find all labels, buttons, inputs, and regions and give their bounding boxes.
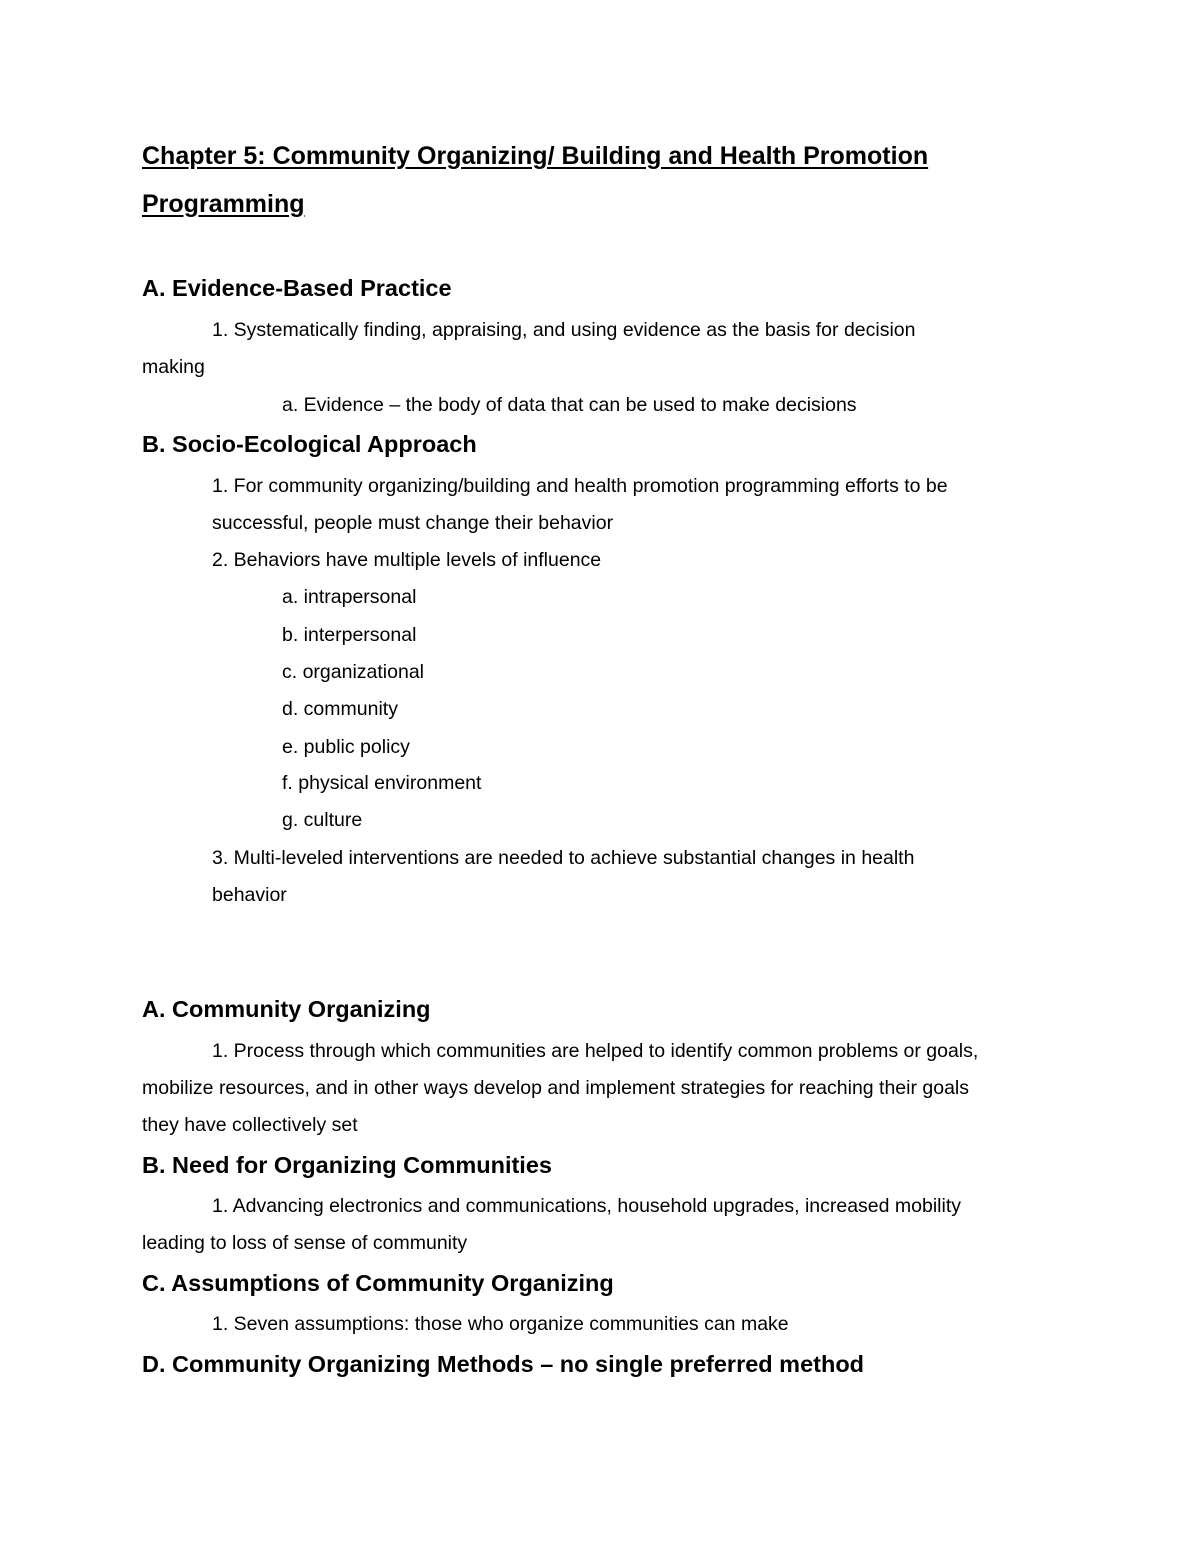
sub-item: a. Evidence – the body of data that can be used to make decisions	[282, 394, 857, 416]
section-heading-need-for-organizing: B. Need for Organizing Communities	[142, 1152, 552, 1178]
paragraph: behavior	[212, 884, 287, 906]
paragraph: mobilize resources, and in other ways develop and implement strategies for reaching their goals	[142, 1077, 970, 1099]
paragraph: 1. Systematically finding, appraising, and using evidence as the basis for decision	[212, 319, 916, 341]
list-item: e. public policy	[282, 736, 410, 758]
paragraph: 3. Multi-leveled interventions are needed to achieve substantial changes in health	[212, 847, 915, 869]
paragraph: 1. Advancing electronics and communications, household upgrades, increased mobility	[212, 1195, 962, 1217]
list-item: c. organizational	[282, 661, 425, 683]
document-title-line-1: Chapter 5: Community Organizing/ Building and Health Promotion	[142, 142, 929, 170]
paragraph: making	[142, 356, 205, 378]
section-heading-socio-ecological-approach: B. Socio-Ecological Approach	[142, 431, 477, 457]
section-heading-evidence-based-practice: A. Evidence-Based Practice	[142, 275, 452, 301]
document-title-line-2: Programming	[142, 190, 305, 218]
paragraph: leading to loss of sense of community	[142, 1232, 468, 1254]
paragraph: 1. Process through which communities are helped to identify common problems or goals,	[212, 1040, 979, 1062]
list-item: f. physical environment	[282, 772, 482, 794]
list-item: d. community	[282, 698, 398, 720]
list-item: b. interpersonal	[282, 624, 417, 646]
paragraph: they have collectively set	[142, 1114, 358, 1136]
list-item: g. culture	[282, 809, 363, 831]
paragraph: 1. For community organizing/building and health promotion programming efforts to be	[212, 475, 948, 497]
list-item: a. intrapersonal	[282, 586, 417, 608]
section-heading-assumptions: C. Assumptions of Community Organizing	[142, 1270, 614, 1296]
paragraph: 1. Seven assumptions: those who organize communities can make	[212, 1313, 789, 1335]
paragraph: successful, people must change their behavior	[212, 512, 614, 534]
paragraph: 2. Behaviors have multiple levels of influence	[212, 549, 602, 571]
section-heading-methods: D. Community Organizing Methods – no single preferred method	[142, 1351, 865, 1377]
section-heading-community-organizing: A. Community Organizing	[142, 996, 431, 1022]
